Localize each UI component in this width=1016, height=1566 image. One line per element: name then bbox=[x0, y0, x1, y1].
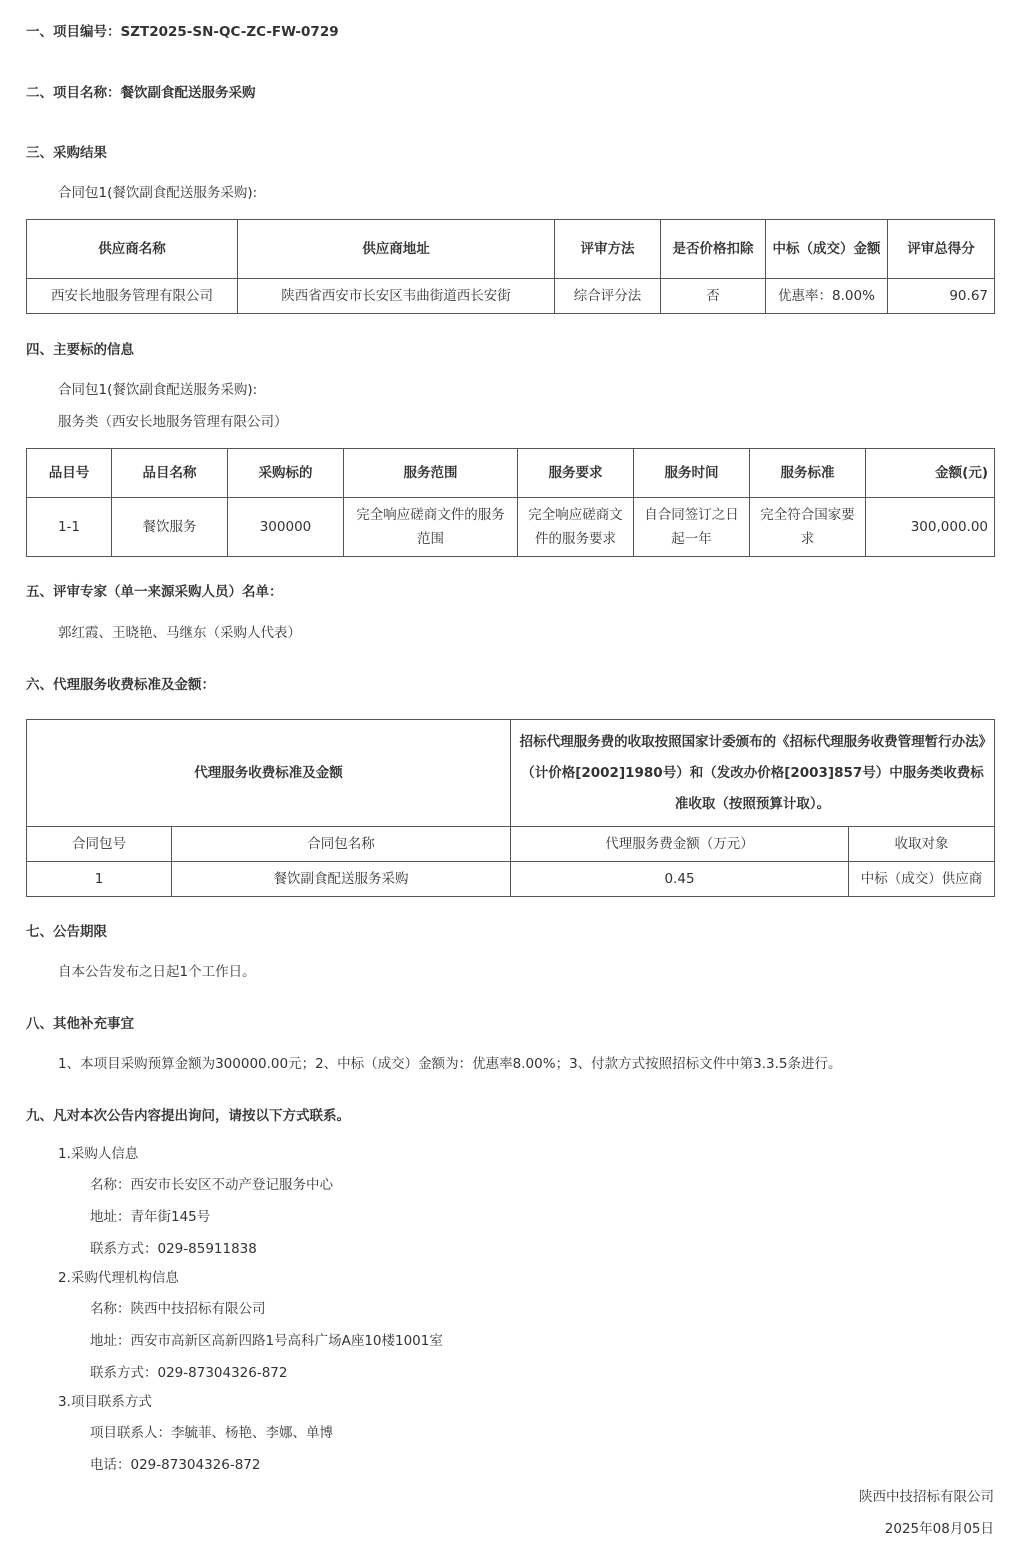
col-supplier-name: 供应商名称 bbox=[27, 220, 238, 279]
col-fee-payer: 收取对象 bbox=[849, 827, 995, 862]
section-main-subject: 四、主要标的信息 bbox=[26, 342, 134, 358]
agency-fee-standard-desc: 招标代理服务费的收取按照国家计委颁布的《招标代理服务收费管理暂行办法》（计价格[2002]1980号）和（发改办价格[2003]857号）中服务类收费标准收取（按照预算计取）。 bbox=[511, 720, 995, 827]
review-method: 综合评分法 bbox=[555, 279, 661, 314]
col-award-amount: 中标（成交）金额 bbox=[766, 220, 888, 279]
section-supplementary: 八、其他补充事宜 bbox=[26, 1016, 134, 1032]
buyer-heading: 1.采购人信息 bbox=[58, 1146, 139, 1162]
col-review-method: 评审方法 bbox=[555, 220, 661, 279]
fee-amount: 0.45 bbox=[511, 862, 849, 897]
supplier-address: 陕西省西安市长安区韦曲街道西长安街 bbox=[238, 279, 555, 314]
amount: 300,000.00 bbox=[866, 498, 995, 557]
col-fee-amount: 代理服务费金额（万元） bbox=[511, 827, 849, 862]
result-package-label: 合同包1(餐饮副食配送服务采购): bbox=[58, 185, 258, 201]
section-procurement-result: 三、采购结果 bbox=[26, 145, 107, 161]
agency-fee-table-header bbox=[27, 827, 995, 862]
review-experts-list: 郭红霞、王晓艳、马继东（采购人代表） bbox=[58, 625, 301, 641]
table-row bbox=[27, 279, 995, 314]
agency-name: 名称：陕西中技招标有限公司 bbox=[90, 1301, 266, 1317]
service-requirement: 完全响应磋商文件的服务要求 bbox=[518, 498, 634, 557]
agency-contact: 联系方式：029-87304326-872 bbox=[90, 1365, 288, 1381]
package-name: 餐饮副食配送服务采购 bbox=[172, 862, 511, 897]
section-review-experts: 五、评审专家（单一来源采购人员）名单： bbox=[26, 584, 283, 600]
footer-company: 陕西中技招标有限公司 bbox=[859, 1489, 994, 1505]
col-procurement-target: 采购标的 bbox=[228, 449, 344, 498]
col-service-scope: 服务范围 bbox=[344, 449, 518, 498]
buyer-name: 名称：西安市长安区不动产登记服务中心 bbox=[90, 1177, 333, 1193]
subject-table-header bbox=[27, 449, 995, 498]
col-service-standard: 服务标准 bbox=[750, 449, 866, 498]
fee-payer: 中标（成交）供应商 bbox=[849, 862, 995, 897]
price-deduction: 否 bbox=[661, 279, 766, 314]
service-scope: 完全响应磋商文件的服务范围 bbox=[344, 498, 518, 557]
col-item-name: 品目名称 bbox=[112, 449, 228, 498]
footer-date: 2025年08月05日 bbox=[884, 1521, 994, 1537]
procurement-target: 300000 bbox=[228, 498, 344, 557]
item-no: 1-1 bbox=[27, 498, 112, 557]
project-name-value: 餐饮副食配送服务采购 bbox=[120, 85, 256, 101]
col-price-deduction: 是否价格扣除 bbox=[661, 220, 766, 279]
project-number bbox=[26, 22, 339, 42]
col-package-no: 合同包号 bbox=[27, 827, 172, 862]
result-table-header bbox=[27, 220, 995, 279]
package-no: 1 bbox=[27, 862, 172, 897]
project-number-label: 一、项目编号： bbox=[26, 24, 121, 40]
service-standard: 完全符合国家要求 bbox=[750, 498, 866, 557]
subject-package-label: 合同包1(餐饮副食配送服务采购): bbox=[58, 382, 258, 398]
agency-address: 地址：西安市高新区高新四路1号高科广场A座10楼1001室 bbox=[90, 1333, 443, 1349]
project-contact-persons: 项目联系人：李毓菲、杨艳、李娜、单博 bbox=[90, 1425, 333, 1441]
award-amount: 优惠率：8.00% bbox=[766, 279, 888, 314]
col-package-name: 合同包名称 bbox=[172, 827, 511, 862]
col-supplier-address: 供应商地址 bbox=[238, 220, 555, 279]
agency-fee-standard-row bbox=[27, 720, 995, 827]
project-contact-phone: 电话：029-87304326-872 bbox=[90, 1457, 261, 1473]
section-contact: 九、凡对本次公告内容提出询问，请按以下方式联系。 bbox=[26, 1108, 350, 1124]
project-number-value: SZT2025-SN-QC-ZC-FW-0729 bbox=[120, 24, 339, 40]
table-row bbox=[27, 862, 995, 897]
col-item-no: 品目号 bbox=[27, 449, 112, 498]
service-time: 自合同签订之日起一年 bbox=[634, 498, 750, 557]
supplementary-text: 1、本项目采购预算金额为300000.00元；2、中标（成交）金额为：优惠率8.00%；3、付款方式按照招标文件中第3.3.5条进行。 bbox=[58, 1056, 842, 1072]
result-table bbox=[26, 219, 995, 314]
notice-period-text: 自本公告发布之日起1个工作日。 bbox=[58, 964, 256, 980]
section-agency-fee: 六、代理服务收费标准及金额： bbox=[26, 677, 215, 693]
table-row bbox=[27, 498, 995, 557]
col-service-time: 服务时间 bbox=[634, 449, 750, 498]
supplier-name: 西安长地服务管理有限公司 bbox=[27, 279, 238, 314]
item-name: 餐饮服务 bbox=[112, 498, 228, 557]
buyer-contact: 联系方式：029-85911838 bbox=[90, 1241, 257, 1257]
col-service-requirement: 服务要求 bbox=[518, 449, 634, 498]
col-amount: 金额(元) bbox=[866, 449, 995, 498]
project-name bbox=[26, 83, 256, 103]
agency-fee-standard-label: 代理服务收费标准及金额 bbox=[27, 720, 511, 827]
section-notice-period: 七、公告期限 bbox=[26, 924, 107, 940]
subject-table bbox=[26, 448, 995, 557]
col-total-score: 评审总得分 bbox=[888, 220, 995, 279]
buyer-address: 地址：青年街145号 bbox=[90, 1209, 211, 1225]
project-contact-heading: 3.项目联系方式 bbox=[58, 1394, 152, 1410]
total-score: 90.67 bbox=[888, 279, 995, 314]
agency-heading: 2.采购代理机构信息 bbox=[58, 1270, 179, 1286]
subject-category: 服务类（西安长地服务管理有限公司） bbox=[58, 414, 288, 430]
agency-fee-table bbox=[26, 719, 995, 897]
project-name-label: 二、项目名称： bbox=[26, 85, 121, 101]
